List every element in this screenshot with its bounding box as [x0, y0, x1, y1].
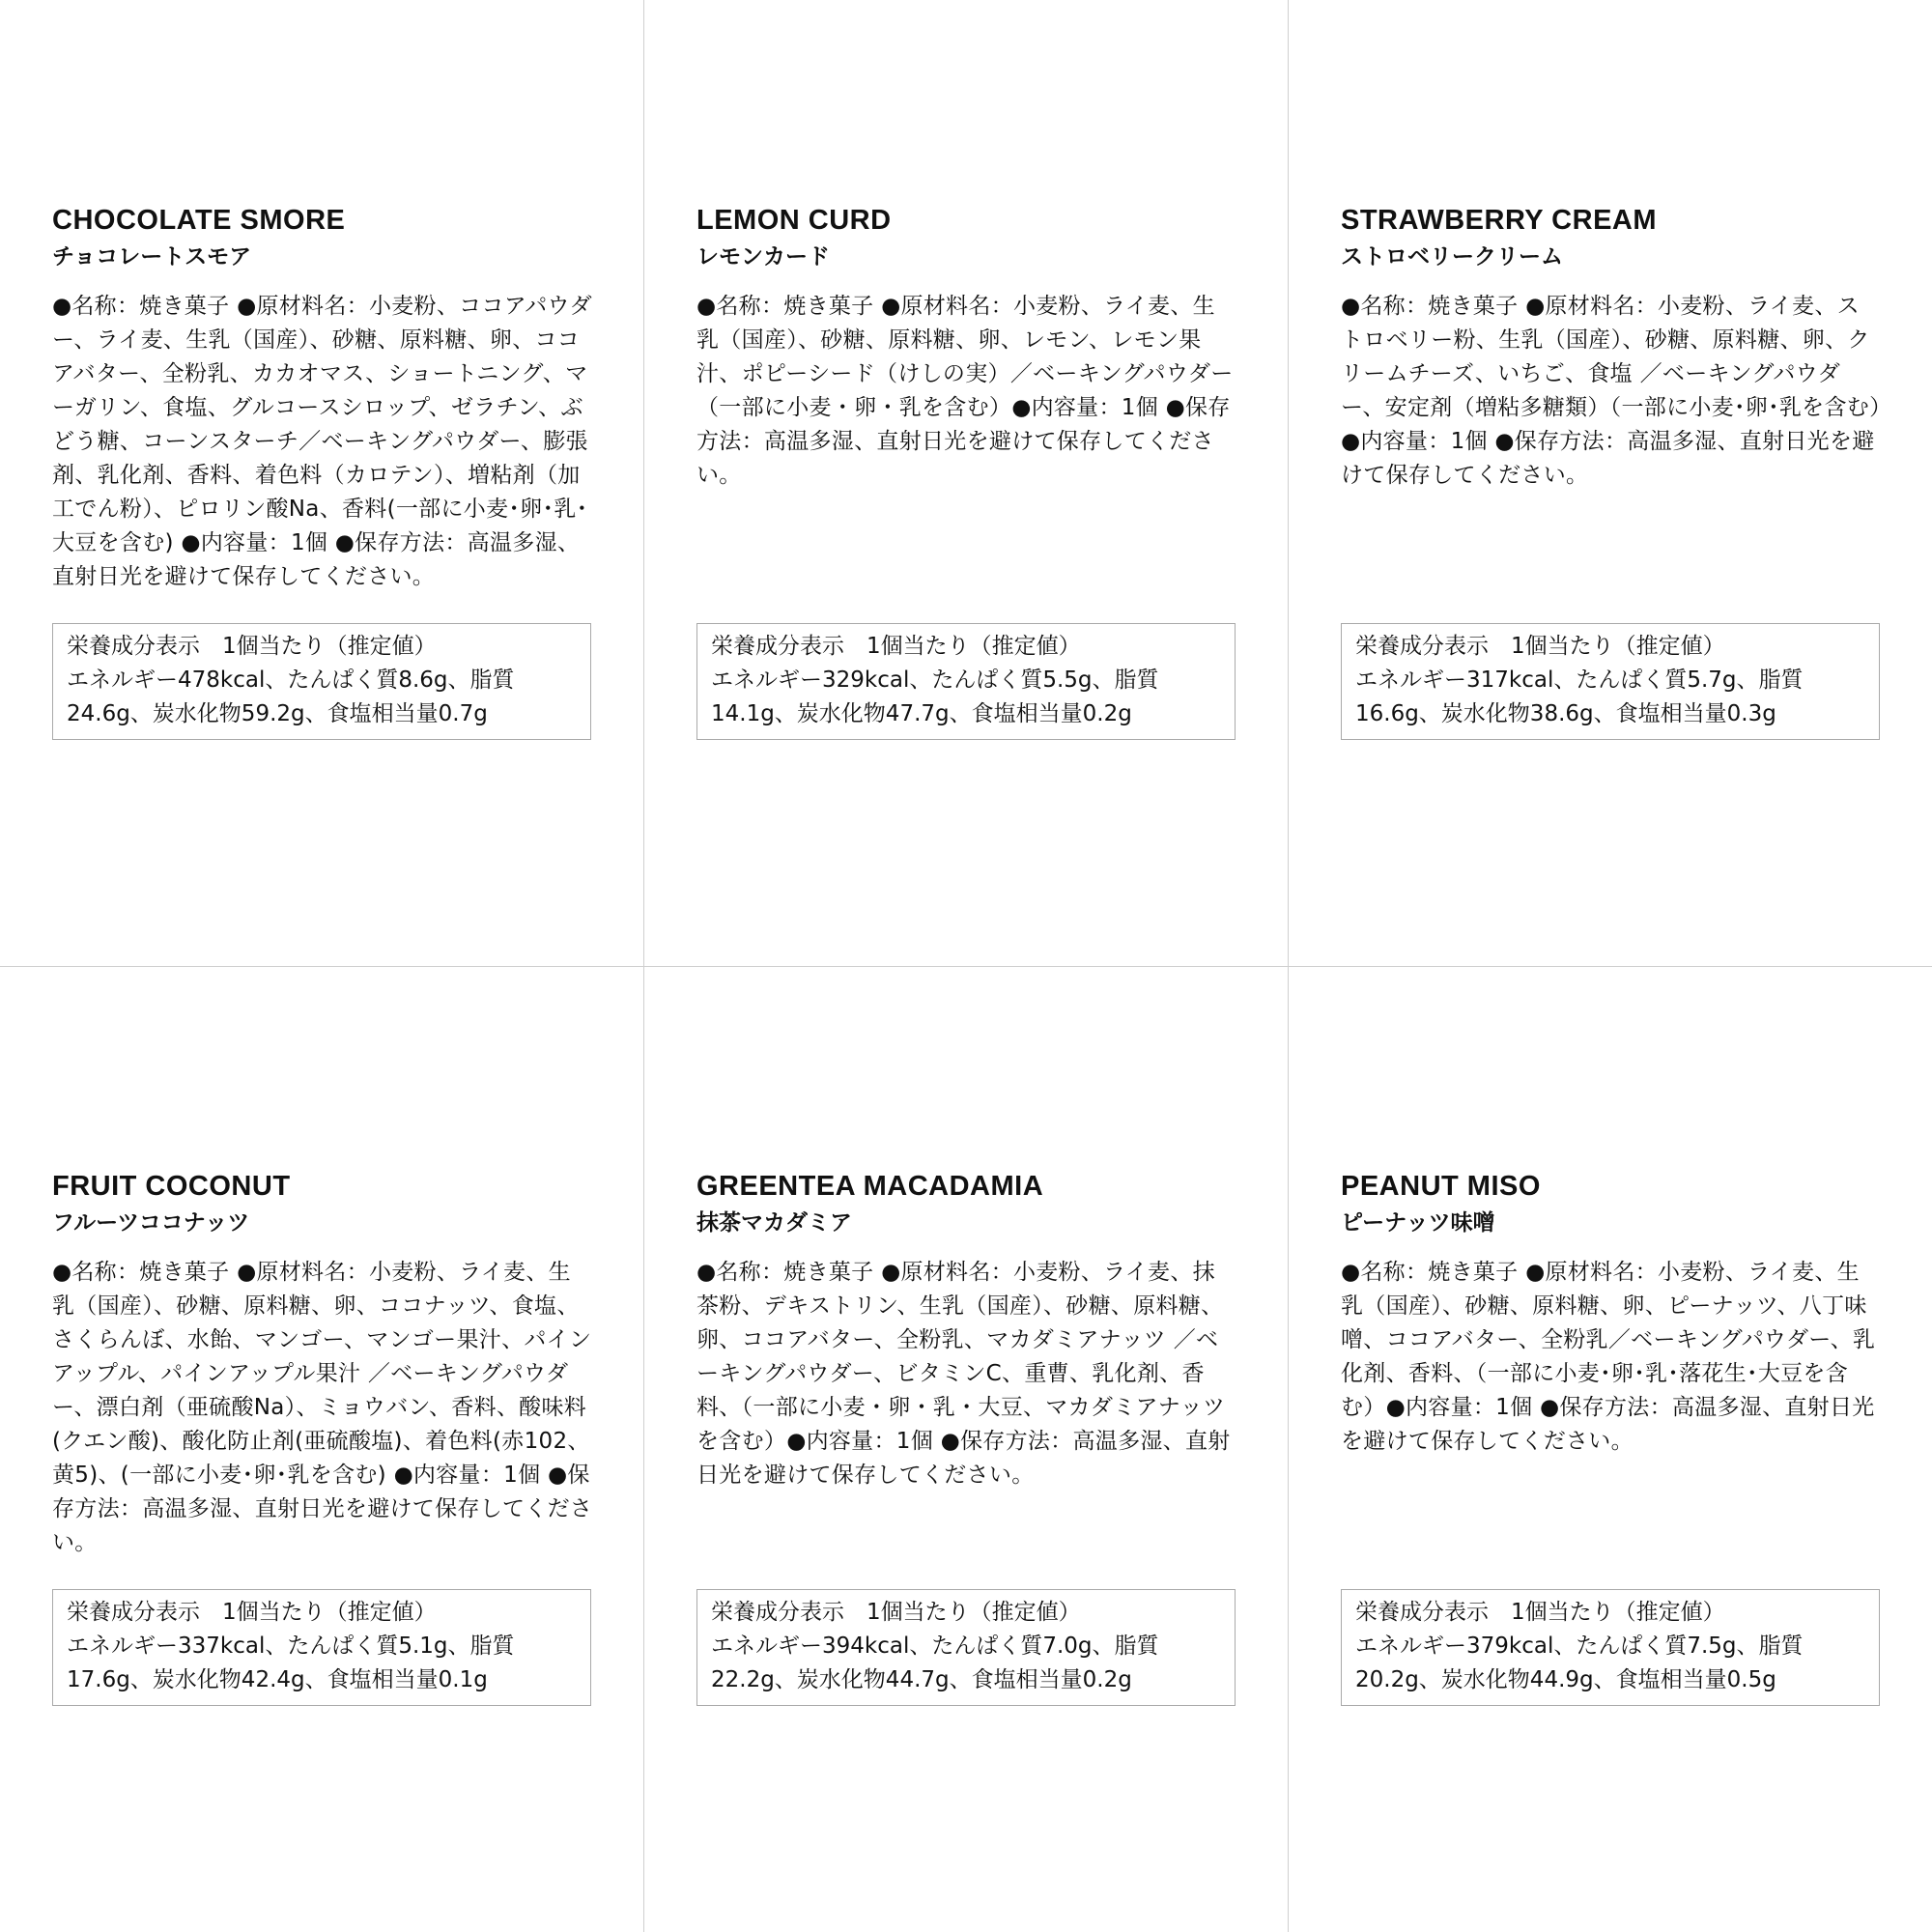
nutrition-header: 栄養成分表示 1個当たり（推定値） [1355, 1600, 1725, 1625]
nutrition-box [1341, 623, 1880, 740]
product-name-en: STRAWBERRY CREAM [1341, 205, 1658, 236]
product-label-fruit-coconut [52, 1169, 593, 1560]
nutrition-box [696, 623, 1236, 740]
ingredients-text: ●名称：焼き菓子 ●原材料名：小麦粉、ライ麦、生乳（国産）、砂糖、原料糖、卵、ココナッツ、食塩、さくらんぼ、水飴、マンゴー、マンゴー果汁、パインアップル、パインアップル果汁 ／ベーキングパウダー、漂白剤（亜硫酸Na）、ミョウバン、香料、酸味料(クエン酸)、酸化防止剤(亜硫酸塩)、着色料(赤102、黄5)、(一部に小麦･卵･乳を含む) ●内容量：1個 ●保存方法：高温多湿、直射日光を避けて保存してください。 [52, 1260, 593, 1555]
product-name-en: CHOCOLATE SMORE [52, 205, 346, 236]
product-label-peanut-miso [1341, 1169, 1882, 1459]
product-name-ja: 抹茶マカダミア [696, 1210, 852, 1236]
nutrition-box [52, 623, 591, 740]
product-name-en: LEMON CURD [696, 205, 892, 236]
nutrition-header: 栄養成分表示 1個当たり（推定値） [67, 634, 437, 659]
product-label-lemon-curd [696, 203, 1237, 493]
nutrition-values: エネルギー394kcal、たんぱく質7.0g、脂質22.2g、炭水化物44.7g、食塩相当量0.2g [711, 1634, 1159, 1692]
nutrition-box [1341, 1589, 1880, 1706]
nutrition-header: 栄養成分表示 1個当たり（推定値） [711, 1600, 1081, 1625]
nutrition-values: エネルギー329kcal、たんぱく質5.5g、脂質14.1g、炭水化物47.7g、食塩相当量0.2g [711, 668, 1159, 726]
nutrition-header: 栄養成分表示 1個当たり（推定値） [711, 634, 1081, 659]
product-name-ja: ストロベリークリーム [1341, 244, 1563, 270]
product-name-en: PEANUT MISO [1341, 1171, 1541, 1202]
product-name-ja: ピーナッツ味噌 [1341, 1210, 1495, 1236]
ingredients-text: ●名称：焼き菓子 ●原材料名：小麦粉、ライ麦、抹茶粉、デキストリン、生乳（国産）、砂糖、原料糖、卵、ココアバター、全粉乳、マカダミアナッツ ／ベーキングパウダー、ビタミンC、重曹、乳化剤、香料、（一部に小麦・卵・乳・大豆、マカダミアナッツを含む）●内容量：1個 ●保存方法：高温多湿、直射日光を避けて保存してください。 [696, 1260, 1231, 1488]
nutrition-header: 栄養成分表示 1個当たり（推定値） [1355, 634, 1725, 659]
row-divider [0, 966, 1932, 967]
nutrition-box [696, 1589, 1236, 1706]
ingredients-text: ●名称：焼き菓子 ●原材料名：小麦粉、ライ麦、生乳（国産）、砂糖、原料糖、卵、レモン、レモン果汁、ポピーシード（けしの実）／ベーキングパウダー（一部に小麦・卵・乳を含む）●内容量：1個 ●保存方法：高温多湿、直射日光を避けて保存してください。 [696, 294, 1234, 488]
product-name-en: GREENTEA MACADAMIA [696, 1171, 1044, 1202]
nutrition-values: エネルギー478kcal、たんぱく質8.6g、脂質24.6g、炭水化物59.2g、食塩相当量0.7g [67, 668, 515, 726]
ingredients-text: ●名称：焼き菓子 ●原材料名：小麦粉、ライ麦、生乳（国産）、砂糖、原料糖、卵、ピーナッツ、八丁味噌、ココアバター、全粉乳／ベーキングパウダー、乳化剤、香料、（一部に小麦･卵･乳･落花生･大豆を含む）●内容量：1個 ●保存方法：高温多湿、直射日光を避けて保存してください。 [1341, 1260, 1876, 1454]
product-label-strawberry-cream [1341, 203, 1882, 493]
product-name-ja: フルーツココナッツ [52, 1210, 250, 1236]
nutrition-values: エネルギー337kcal、たんぱく質5.1g、脂質17.6g、炭水化物42.4g、食塩相当量0.1g [67, 1634, 515, 1692]
product-name-ja: チョコレートスモア [52, 244, 252, 270]
nutrition-header: 栄養成分表示 1個当たり（推定値） [67, 1600, 437, 1625]
ingredients-text: ●名称：焼き菓子 ●原材料名：小麦粉、ココアパウダー、ライ麦、生乳（国産）、砂糖、原料糖、卵、ココアバター、全粉乳、カカオマス、ショートニング、マーガリン、食塩、グルコースシロップ、ゼラチン、ぶどう糖、コーンスターチ／ベーキングパウダー、膨張剤、乳化剤、香料、着色料（カロテン）、増粘剤（加工でん粉）、ピロリン酸Na、香料(一部に小麦･卵･乳･大豆を含む) ●内容量：1個 ●保存方法：高温多湿、直射日光を避けて保存してください。 [52, 294, 592, 589]
product-name-en: FRUIT COCONUT [52, 1171, 291, 1202]
product-name-ja: レモンカード [696, 244, 830, 270]
product-label-chocolate-smore [52, 203, 593, 594]
product-label-greentea-macadamia [696, 1169, 1237, 1492]
nutrition-values: エネルギー317kcal、たんぱく質5.7g、脂質16.6g、炭水化物38.6g、食塩相当量0.3g [1355, 668, 1804, 726]
ingredients-text: ●名称：焼き菓子 ●原材料名：小麦粉、ライ麦、ストロベリー粉、生乳（国産）、砂糖、原料糖、卵、クリームチーズ、いちご、食塩 ／ベーキングパウダー、安定剤（増粘多糖類）（一部に小麦･卵･乳を含む）●内容量：1個 ●保存方法：高温多湿、直射日光を避けて保存してください。 [1341, 294, 1881, 488]
nutrition-values: エネルギー379kcal、たんぱく質7.5g、脂質20.2g、炭水化物44.9g、食塩相当量0.5g [1355, 1634, 1804, 1692]
nutrition-box [52, 1589, 591, 1706]
